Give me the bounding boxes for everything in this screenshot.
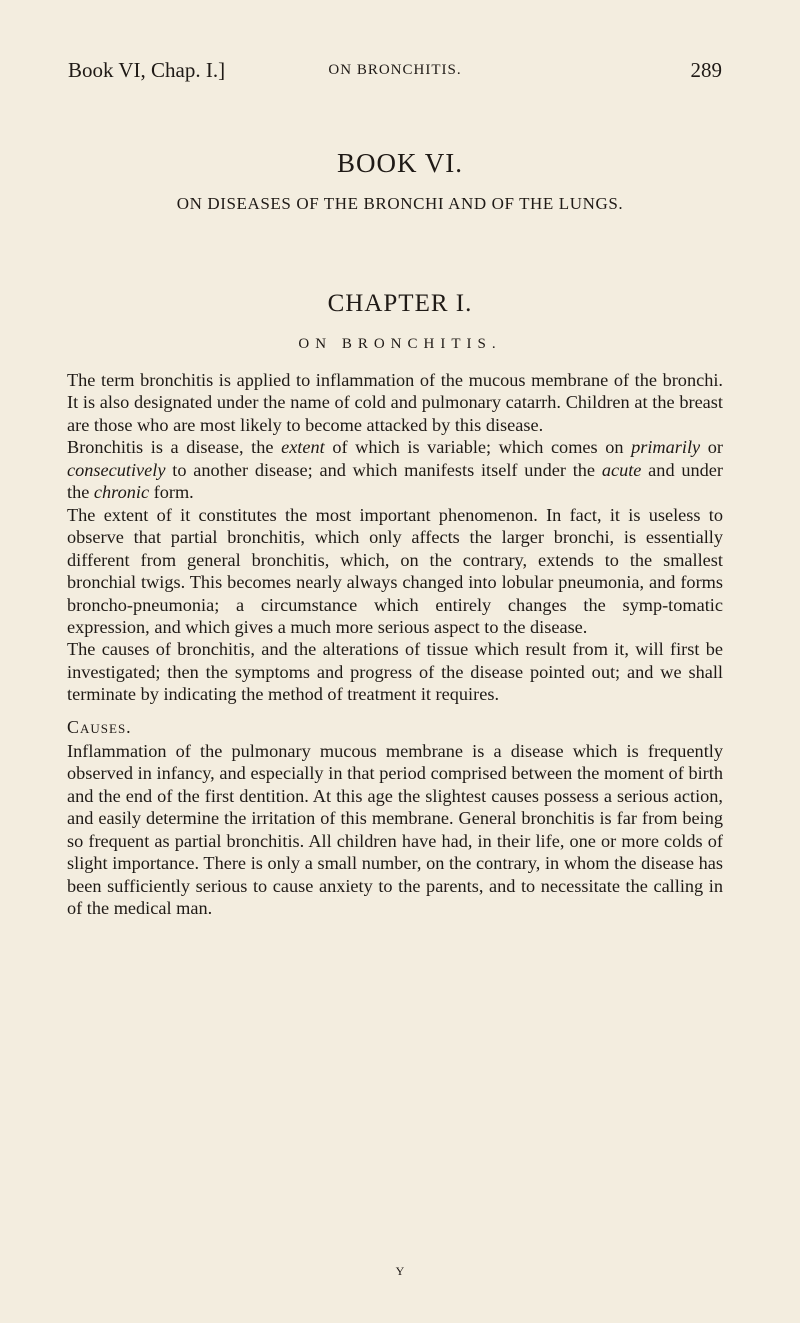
signature-mark: Y xyxy=(395,1264,405,1278)
running-header xyxy=(68,58,722,88)
emphasis-extent: extent xyxy=(281,437,325,458)
emphasis-primarily: primarily xyxy=(631,437,701,458)
paragraph-4: The causes of bronchitis, and the alterations of tissue which result from it, will first be investigated; then the symptoms and progress of the disease pointed out; and we shall terminate by indicating the method of treatment it requires. xyxy=(67,639,723,705)
paragraph-1: The term bronchitis is applied to inflammation of the mucous membrane of the bronchi. It is also designated under the name of cold and pulmonary catarrh. Children at the breast are those who are most likely to become attacked by this disease. xyxy=(67,370,723,435)
book-subtitle: ON DISEASES OF THE BRONCHI AND OF THE LUNGS. xyxy=(176,194,624,213)
paragraph-3: The extent of it constitutes the most important phenomenon. In fact, it is useless to observe that partial bronchitis, which only affects the larger bronchi, is essentially different from general bronchitis, which, on the contrary, extends to the smallest bronchial twigs. This becomes nearly always changed into lobular pneumonia, and forms broncho-pneumonia; a circumstance which entirely changes the symp-tomatic expression, and which gives a much more serious aspect to the disease. xyxy=(67,504,723,637)
emphasis-chronic: chronic xyxy=(93,482,150,503)
paragraph-5: Inflammation of the pulmonary mucous membrane is a disease which is frequently observed in infancy, and especially in that period comprised between the moment of birth and the end of the first dentition. At this age the slightest causes possess a serious action, and easily determine the irritation of this membrane. General bronchitis is far from being so frequent as partial bronchitis. All children have had, in their life, one or more colds of slight importance. There is only a small number, on the contrary, in whom the disease has been sufficiently serious to cause anxiety to the parents, and to necessitate the calling in of the medical man. xyxy=(67,740,723,918)
section-heading-causes: Causes. xyxy=(67,716,132,737)
body-text xyxy=(67,369,723,919)
header-book-chapter: Book VI, Chap. I.] xyxy=(68,58,226,82)
chapter-subtitle: ON BRONCHITIS. xyxy=(298,336,502,352)
header-title: ON BRONCHITIS. xyxy=(328,62,462,78)
paragraph-2: Bronchitis is a disease, the extent of which is variable; which comes on primarily or consecutively to another disease; and which manifests itself under the acute and under the chronic form. xyxy=(67,437,723,503)
chapter-title: CHAPTER I. xyxy=(327,290,473,317)
book-title: BOOK VI. xyxy=(336,148,463,178)
emphasis-acute: acute xyxy=(601,459,642,480)
page-number: 289 xyxy=(690,58,722,82)
emphasis-consecutively: consecutively xyxy=(67,459,166,480)
